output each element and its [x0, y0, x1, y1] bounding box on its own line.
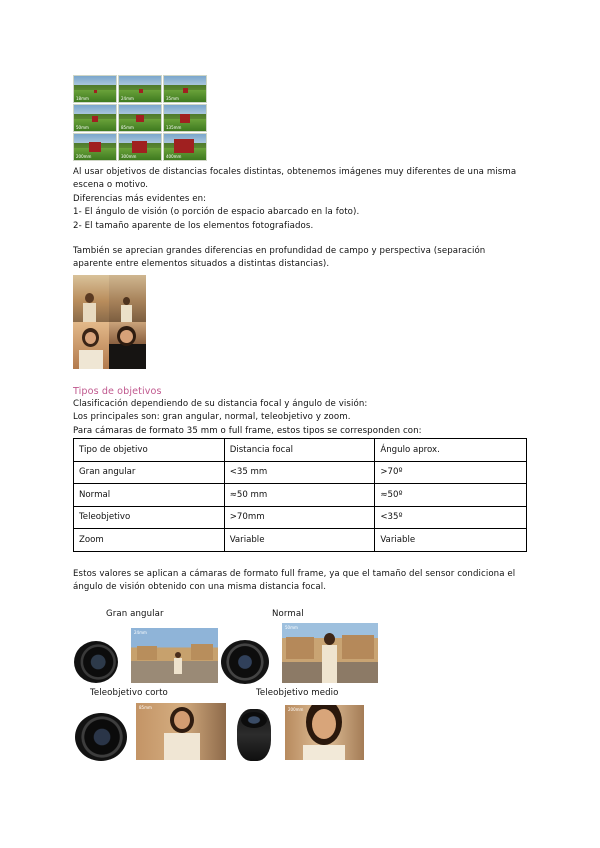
- medium-telephoto-lens-icon: [237, 709, 271, 761]
- section-line: Para cámaras de formato 35 mm o full frame, estos tipos se corresponden con:: [73, 425, 422, 436]
- normal-lens-icon: [221, 640, 269, 684]
- table-cell: Zoom: [74, 529, 225, 552]
- note-line: ángulo de visión obtenido con una misma distancia focal.: [73, 582, 327, 593]
- thumbnail-label: 24mm: [121, 96, 134, 101]
- intro-line: Diferencias más evidentes en:: [73, 193, 207, 204]
- table-row: [74, 529, 527, 552]
- table-cell: ≈50 mm: [224, 484, 375, 507]
- table-cell: <35 mm: [224, 461, 375, 484]
- thumbnail-label: 50mm: [76, 125, 89, 130]
- portrait-photo: [109, 322, 146, 369]
- portrait-photo: [73, 322, 109, 369]
- section-line: Los principales son: gran angular, normal, teleobjetivo y zoom.: [73, 412, 351, 423]
- table-cell: Normal: [74, 484, 225, 507]
- depth-line: También se aprecian grandes diferencias en profundidad de campo y perspectiva (separación: [73, 246, 486, 256]
- landscape-thumbnail: [163, 133, 207, 161]
- photo-label: 200mm: [288, 707, 304, 712]
- section-intro: [73, 398, 422, 438]
- short-tele-caption: Teleobjetivo corto: [90, 688, 168, 698]
- sensor-note: [73, 568, 515, 595]
- intro-line: Al usar objetivos de distancias focales distintas, obtenemos imágenes muy diferentes de una misma: [73, 167, 517, 177]
- landscape-thumbnail: [118, 104, 162, 132]
- intro-paragraph: [73, 166, 516, 233]
- intro-line: 2- El tamaño aparente de los elementos fotografiados.: [73, 220, 314, 231]
- normal-caption: Normal: [272, 609, 304, 619]
- table-cell: <35º: [375, 506, 527, 529]
- landscape-thumbnail: [73, 75, 117, 103]
- photo-label: 24mm: [134, 630, 147, 635]
- landscape-thumbnail: [163, 104, 207, 132]
- table-header-cell: Ángulo aprox.: [375, 439, 527, 462]
- table-row: [74, 506, 527, 529]
- normal-example-photo: [282, 623, 378, 683]
- medium-tele-example-photo: [285, 705, 364, 760]
- thumbnail-label: 400mm: [166, 154, 182, 159]
- portrait-photo: [73, 275, 109, 322]
- table-cell: Teleobjetivo: [74, 506, 225, 529]
- table-cell: >70mm: [224, 506, 375, 529]
- table-cell: Variable: [375, 529, 527, 552]
- landscape-thumbnail: [73, 104, 117, 132]
- section-line: Clasificación dependiendo de su distancia focal y ángulo de visión:: [73, 399, 368, 409]
- landscape-thumbnail: [73, 133, 117, 161]
- intro-line: 1- El ángulo de visión (o porción de espacio abarcado en la foto).: [73, 207, 360, 218]
- wide-angle-caption: Gran angular: [106, 609, 164, 619]
- thumbnail-label: 18mm: [76, 96, 89, 101]
- table-row: [74, 484, 527, 507]
- note-line: Estos valores se aplican a cámaras de formato full frame, ya que el tamaño del sensor condiciona el: [73, 569, 516, 579]
- depth-line: aparente entre elementos situados a distintas distancias).: [73, 259, 330, 270]
- short-telephoto-lens-icon: [75, 713, 127, 761]
- depth-paragraph: [73, 245, 485, 272]
- thumbnail-label: 300mm: [121, 154, 137, 159]
- section-title: Tipos de objetivos: [73, 386, 162, 397]
- table-row: [74, 461, 527, 484]
- lens-types-table: [73, 438, 527, 552]
- thumbnail-label: 35mm: [166, 96, 179, 101]
- landscape-thumbnail: [118, 133, 162, 161]
- thumbnail-label: 135mm: [166, 125, 182, 130]
- medium-tele-caption: Teleobjetivo medio: [256, 688, 339, 698]
- thumbnail-label: 85mm: [121, 125, 134, 130]
- landscape-thumbnail: [163, 75, 207, 103]
- table-cell: Variable: [224, 529, 375, 552]
- table-header-row: [74, 439, 527, 462]
- table-cell: Gran angular: [74, 461, 225, 484]
- wide-angle-lens-icon: [74, 641, 118, 683]
- table-cell: >70º: [375, 461, 527, 484]
- wide-angle-example-photo: [131, 628, 218, 683]
- table-header-cell: Tipo de objetivo: [74, 439, 225, 462]
- photo-label: 50mm: [285, 625, 298, 630]
- thumbnail-label: 200mm: [76, 154, 92, 159]
- intro-line: escena o motivo.: [73, 180, 149, 191]
- landscape-thumbnail: [118, 75, 162, 103]
- table-cell: ≈50º: [375, 484, 527, 507]
- photo-label: 85mm: [139, 705, 152, 710]
- table-header-cell: Distancia focal: [224, 439, 375, 462]
- short-tele-example-photo: [136, 703, 226, 760]
- portrait-photo: [109, 275, 146, 322]
